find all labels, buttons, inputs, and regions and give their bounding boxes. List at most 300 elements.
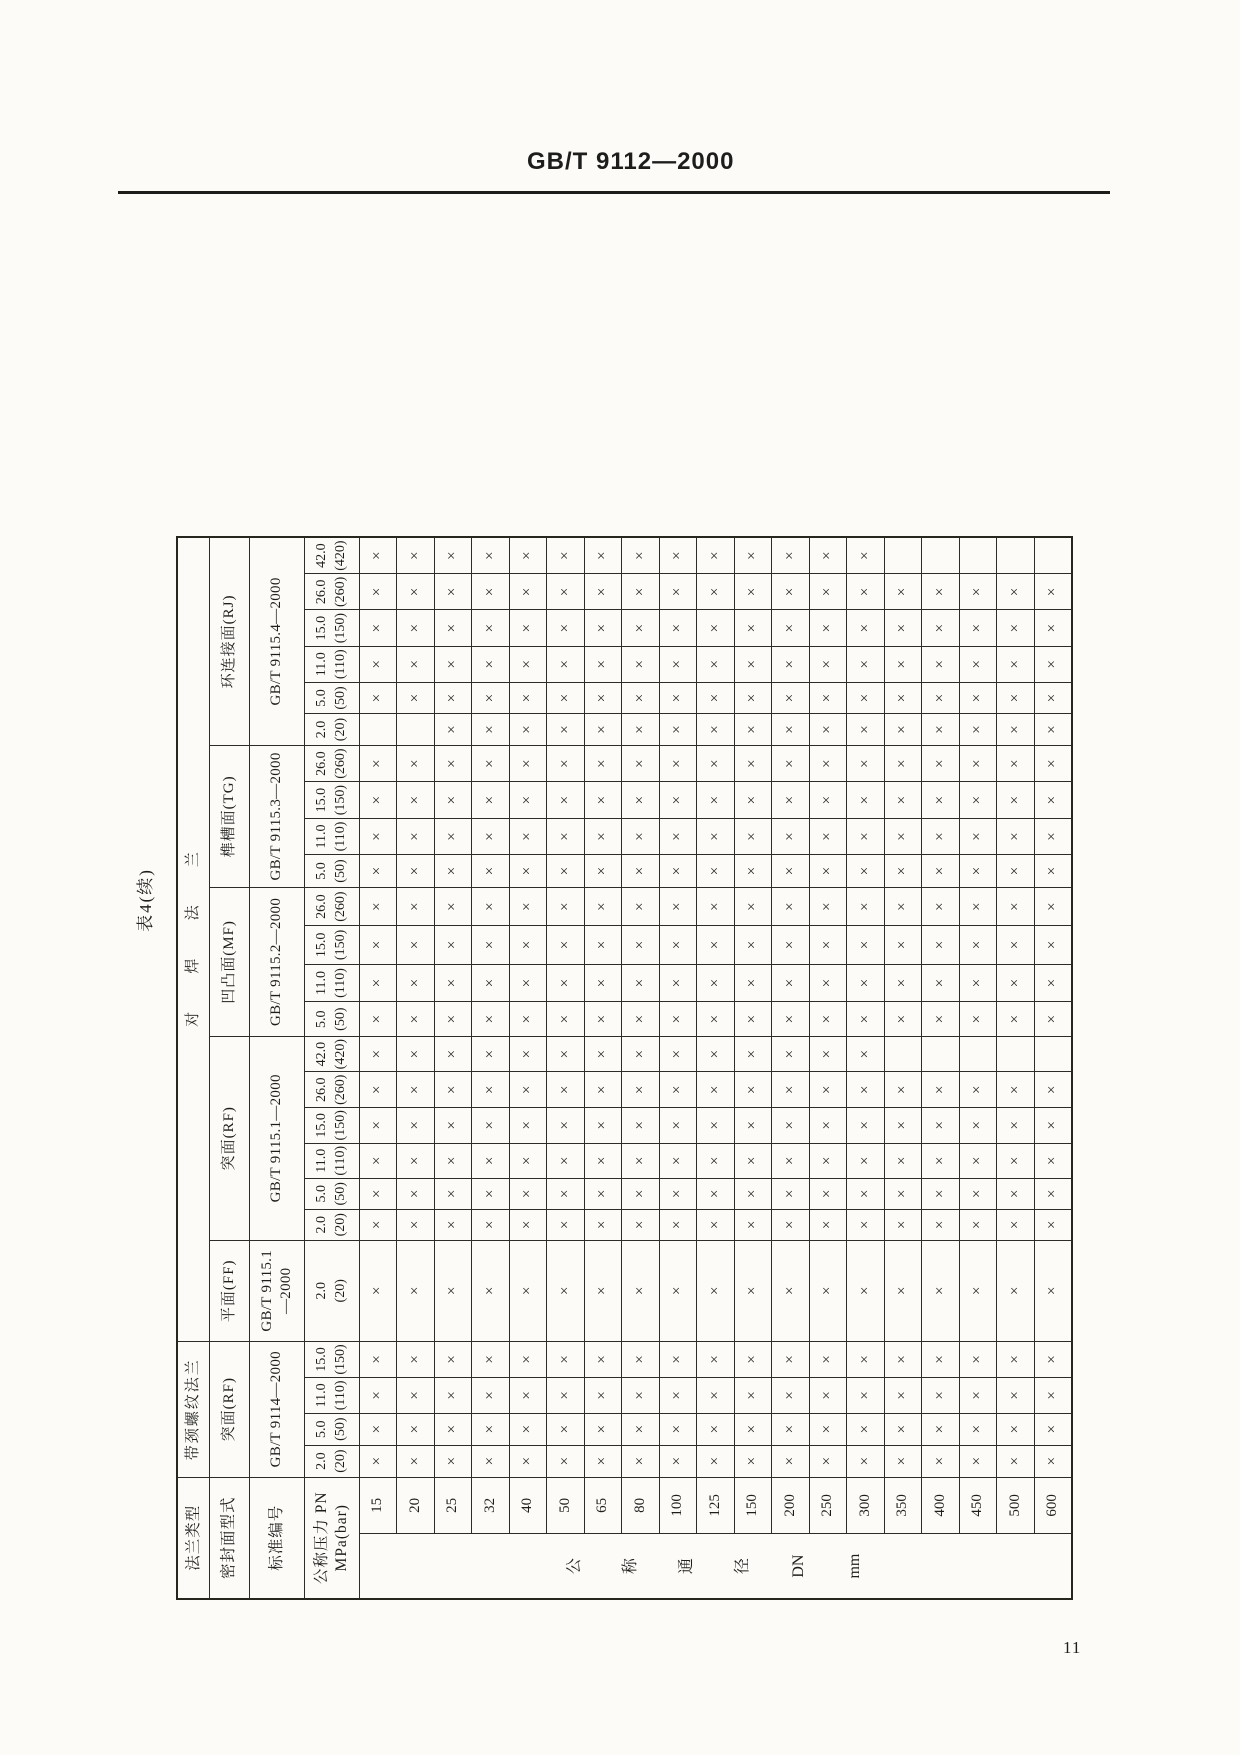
- mark-cell: ×: [997, 855, 1035, 888]
- mark-cell: ×: [697, 537, 735, 574]
- table-row: [959, 537, 997, 1599]
- table-row: [209, 537, 249, 1599]
- mark-cell: ×: [659, 1036, 697, 1072]
- mark-cell: ×: [509, 1240, 547, 1341]
- mark-cell: ×: [434, 1072, 472, 1108]
- flange-type-cell: 对 焊 法 兰: [177, 537, 209, 1341]
- mark-cell: ×: [1034, 1072, 1072, 1108]
- mark-cell: ×: [547, 1445, 585, 1477]
- mark-cell: ×: [397, 1341, 435, 1377]
- mark-cell: ×: [584, 610, 622, 646]
- mark-cell: ×: [847, 1178, 885, 1209]
- pressure-cell: [304, 745, 359, 782]
- mark-cell: ×: [1034, 855, 1072, 888]
- mark-cell: ×: [359, 1072, 397, 1108]
- mark-cell: ×: [734, 1108, 772, 1144]
- mark-cell: ×: [809, 1209, 847, 1240]
- mark-cell: ×: [622, 926, 660, 964]
- dn-value-cell: 400: [922, 1477, 960, 1534]
- pressure-cell: [304, 1072, 359, 1108]
- mark-cell: ×: [997, 1108, 1035, 1144]
- mark-cell: ×: [772, 574, 810, 610]
- mark-cell: ×: [397, 818, 435, 854]
- mark-cell: ×: [547, 610, 585, 646]
- mark-cell: ×: [847, 1036, 885, 1072]
- text-line: (150): [332, 1110, 348, 1141]
- text-line: 26.0: [314, 579, 330, 605]
- mark-cell: ×: [659, 926, 697, 964]
- mark-cell: ×: [434, 964, 472, 1002]
- mark-cell: ×: [547, 1108, 585, 1144]
- mark-cell: ×: [997, 714, 1035, 746]
- mark-cell: ×: [397, 1413, 435, 1445]
- mark-cell: ×: [584, 1445, 622, 1477]
- mark-cell: ×: [472, 1413, 510, 1445]
- mark-cell: ×: [697, 1209, 735, 1240]
- sealing-face-cell: 榫槽面(TG): [209, 745, 249, 887]
- mark-cell: ×: [397, 1072, 435, 1108]
- mark-cell: ×: [847, 1209, 885, 1240]
- mark-cell: ×: [434, 782, 472, 819]
- mark-cell: ×: [659, 610, 697, 646]
- dn-column-label: [565, 1534, 865, 1598]
- mark-cell: ×: [622, 745, 660, 782]
- mark-cell: ×: [397, 1002, 435, 1036]
- pressure-cell: [304, 888, 359, 926]
- dn-label-char: 称: [622, 1558, 639, 1575]
- pressure-cell: [304, 782, 359, 819]
- mark-cell: ×: [359, 1036, 397, 1072]
- mark-cell: ×: [809, 1036, 847, 1072]
- table-row: [249, 537, 304, 1599]
- mark-cell: ×: [734, 1072, 772, 1108]
- mark-cell: ×: [734, 745, 772, 782]
- mark-cell: ×: [884, 1108, 922, 1144]
- mark-cell: ×: [809, 1143, 847, 1178]
- mark-cell: ×: [959, 714, 997, 746]
- mark-cell: ×: [772, 714, 810, 746]
- mark-cell: ×: [547, 574, 585, 610]
- mark-cell: ×: [1034, 1108, 1072, 1144]
- mark-cell: ×: [734, 1377, 772, 1413]
- mark-cell: ×: [434, 574, 472, 610]
- mark-cell: ×: [809, 1445, 847, 1477]
- mark-cell: ×: [509, 1413, 547, 1445]
- text-line: (110): [332, 1145, 348, 1176]
- mark-cell: ×: [922, 818, 960, 854]
- mark-cell: ×: [922, 1143, 960, 1178]
- mark-cell: ×: [584, 1108, 622, 1144]
- mark-cell: ×: [472, 1108, 510, 1144]
- mark-cell: ×: [472, 855, 510, 888]
- text-line: (110): [332, 821, 348, 852]
- mark-cell: ×: [659, 1209, 697, 1240]
- mark-cell: ×: [847, 818, 885, 854]
- mark-cell: ×: [922, 610, 960, 646]
- text-line: (150): [332, 784, 348, 816]
- mark-cell: ×: [847, 1240, 885, 1341]
- mark-cell: ×: [584, 1036, 622, 1072]
- mark-cell: ×: [472, 782, 510, 819]
- mark-cell: ×: [959, 610, 997, 646]
- mark-cell: ×: [697, 1036, 735, 1072]
- mark-cell: ×: [772, 646, 810, 682]
- mark-cell: ×: [959, 574, 997, 610]
- dn-value-cell: 65: [584, 1477, 622, 1534]
- mark-cell: ×: [472, 1143, 510, 1178]
- mark-cell: ×: [734, 964, 772, 1002]
- mark-cell: ×: [509, 1209, 547, 1240]
- mark-cell: ×: [584, 1240, 622, 1341]
- mark-cell: ×: [659, 888, 697, 926]
- mark-cell: ×: [547, 682, 585, 714]
- mark-cell: ×: [847, 926, 885, 964]
- text-line: (260): [332, 748, 348, 779]
- mark-cell: ×: [922, 964, 960, 1002]
- text-line: 15.0: [314, 787, 330, 813]
- row-header-sealing-face: [209, 1477, 249, 1599]
- mark-cell: ×: [434, 855, 472, 888]
- text-line: 5.0: [314, 1420, 330, 1438]
- dn-value-cell: 50: [547, 1477, 585, 1534]
- mark-cell: ×: [772, 1036, 810, 1072]
- mark-cell: ×: [1034, 964, 1072, 1002]
- text-line: 26.0: [314, 1077, 330, 1102]
- mark-cell: ×: [959, 1209, 997, 1240]
- mark-cell: ×: [584, 1341, 622, 1377]
- table-row: [304, 537, 359, 1599]
- mark-cell: ×: [734, 1178, 772, 1209]
- table-row: [177, 537, 209, 1599]
- mark-cell: ×: [734, 926, 772, 964]
- mark-cell: ×: [997, 610, 1035, 646]
- dn-value-cell: 32: [472, 1477, 510, 1534]
- mark-cell: ×: [397, 964, 435, 1002]
- mark-cell: ×: [509, 537, 547, 574]
- mark-cell: ×: [809, 682, 847, 714]
- mark-cell: ×: [547, 964, 585, 1002]
- standard-number-cell: [249, 745, 304, 887]
- mark-cell: ×: [622, 574, 660, 610]
- mark-cell: ×: [397, 1143, 435, 1178]
- mark-cell: ×: [622, 1377, 660, 1413]
- mark-cell: ×: [922, 1341, 960, 1377]
- rotated-table-container: [176, 536, 1073, 1600]
- mark-cell: ×: [959, 682, 997, 714]
- mark-cell: ×: [847, 888, 885, 926]
- mark-cell: ×: [884, 610, 922, 646]
- mark-cell: ×: [547, 1240, 585, 1341]
- pressure-cell: [304, 646, 359, 682]
- mark-cell: ×: [472, 1002, 510, 1036]
- mark-cell: ×: [809, 745, 847, 782]
- mark-cell: ×: [509, 646, 547, 682]
- mark-cell: ×: [772, 682, 810, 714]
- mark-cell: ×: [809, 1072, 847, 1108]
- sealing-face-cell: 环连接面(RJ): [209, 537, 249, 745]
- mark-cell: ×: [772, 1178, 810, 1209]
- mark-cell: ×: [997, 1002, 1035, 1036]
- mark-cell: ×: [997, 1240, 1035, 1341]
- mark-cell: ×: [1034, 818, 1072, 854]
- mark-cell: ×: [772, 537, 810, 574]
- mark-cell: ×: [922, 646, 960, 682]
- table-row: [659, 537, 697, 1599]
- mark-cell: ×: [359, 782, 397, 819]
- empty-cell: [1034, 1036, 1072, 1072]
- text-line: 5.0: [314, 689, 330, 707]
- mark-cell: ×: [659, 1002, 697, 1036]
- mark-cell: ×: [959, 745, 997, 782]
- text-line: —2000: [277, 1267, 294, 1315]
- text-line: (50): [332, 1007, 348, 1031]
- mark-cell: ×: [1034, 1377, 1072, 1413]
- mark-cell: ×: [659, 1108, 697, 1144]
- mark-cell: ×: [622, 714, 660, 746]
- mark-cell: ×: [472, 1445, 510, 1477]
- mark-cell: ×: [584, 818, 622, 854]
- table-row: [1034, 537, 1072, 1599]
- mark-cell: ×: [472, 818, 510, 854]
- mark-cell: ×: [622, 1445, 660, 1477]
- mark-cell: ×: [359, 926, 397, 964]
- mark-cell: ×: [434, 1178, 472, 1209]
- mark-cell: ×: [922, 1209, 960, 1240]
- mark-cell: ×: [659, 646, 697, 682]
- mark-cell: ×: [359, 855, 397, 888]
- pressure-cell: [304, 1377, 359, 1413]
- mark-cell: ×: [959, 646, 997, 682]
- mark-cell: ×: [697, 646, 735, 682]
- mark-cell: ×: [697, 964, 735, 1002]
- dn-value-cell: 40: [509, 1477, 547, 1534]
- text-line: 2.0: [314, 1452, 330, 1470]
- mark-cell: ×: [809, 926, 847, 964]
- mark-cell: ×: [772, 1377, 810, 1413]
- pressure-cell: [304, 1240, 359, 1341]
- dn-value-cell: 600: [1034, 1477, 1072, 1534]
- mark-cell: ×: [959, 1377, 997, 1413]
- mark-cell: ×: [547, 646, 585, 682]
- mark-cell: ×: [884, 782, 922, 819]
- dn-value-cell: 15: [359, 1477, 397, 1534]
- mark-cell: ×: [659, 745, 697, 782]
- mark-cell: ×: [1034, 1209, 1072, 1240]
- table4-continued: [176, 536, 1073, 1600]
- mark-cell: ×: [809, 1002, 847, 1036]
- mark-cell: ×: [997, 818, 1035, 854]
- mark-cell: ×: [734, 1445, 772, 1477]
- mark-cell: ×: [434, 1341, 472, 1377]
- mark-cell: ×: [734, 646, 772, 682]
- mark-cell: ×: [847, 855, 885, 888]
- mark-cell: ×: [397, 1445, 435, 1477]
- mark-cell: ×: [734, 574, 772, 610]
- mark-cell: ×: [472, 888, 510, 926]
- mark-cell: ×: [847, 714, 885, 746]
- mark-cell: ×: [434, 646, 472, 682]
- dn-column-label-cell: [359, 1534, 1072, 1599]
- mark-cell: ×: [922, 1072, 960, 1108]
- mark-cell: ×: [622, 1072, 660, 1108]
- mark-cell: ×: [434, 1377, 472, 1413]
- mark-cell: ×: [472, 537, 510, 574]
- mark-cell: ×: [847, 1445, 885, 1477]
- mark-cell: ×: [472, 964, 510, 1002]
- mark-cell: ×: [809, 610, 847, 646]
- mark-cell: ×: [959, 782, 997, 819]
- mark-cell: ×: [359, 1341, 397, 1377]
- mark-cell: ×: [772, 610, 810, 646]
- mark-cell: ×: [809, 714, 847, 746]
- mark-cell: ×: [997, 1178, 1035, 1209]
- pressure-cell: [304, 926, 359, 964]
- mark-cell: ×: [359, 1108, 397, 1144]
- empty-cell: [922, 1036, 960, 1072]
- mark-cell: ×: [584, 1209, 622, 1240]
- mark-cell: ×: [434, 1445, 472, 1477]
- text-line: GB/T 9115.2—2000: [268, 897, 285, 1026]
- mark-cell: ×: [734, 782, 772, 819]
- mark-cell: ×: [772, 1240, 810, 1341]
- mark-cell: ×: [359, 888, 397, 926]
- mark-cell: ×: [997, 745, 1035, 782]
- text-line: (420): [332, 540, 348, 571]
- mark-cell: ×: [809, 1341, 847, 1377]
- mark-cell: ×: [884, 1240, 922, 1341]
- mark-cell: ×: [922, 1002, 960, 1036]
- dn-label-char: 径: [734, 1558, 751, 1575]
- mark-cell: ×: [584, 964, 622, 1002]
- mark-cell: ×: [584, 574, 622, 610]
- text-line: (20): [332, 1449, 348, 1473]
- mark-cell: ×: [959, 818, 997, 854]
- pressure-cell: [304, 855, 359, 888]
- text-line: 2.0: [314, 1215, 330, 1234]
- mark-cell: ×: [547, 537, 585, 574]
- mark-cell: ×: [772, 964, 810, 1002]
- mark-cell: ×: [547, 855, 585, 888]
- mark-cell: ×: [809, 782, 847, 819]
- empty-cell: [959, 537, 997, 574]
- mark-cell: ×: [922, 682, 960, 714]
- dn-label-char: mm: [846, 1553, 863, 1579]
- mark-cell: ×: [397, 888, 435, 926]
- mark-cell: ×: [434, 745, 472, 782]
- mark-cell: ×: [584, 888, 622, 926]
- mark-cell: ×: [509, 782, 547, 819]
- mark-cell: ×: [434, 1240, 472, 1341]
- mark-cell: ×: [434, 818, 472, 854]
- text-line: 11.0: [314, 652, 330, 677]
- mark-cell: ×: [1034, 1445, 1072, 1477]
- text-line: 标准编号: [267, 1504, 285, 1571]
- mark-cell: ×: [359, 610, 397, 646]
- mark-cell: ×: [809, 964, 847, 1002]
- mark-cell: ×: [584, 926, 622, 964]
- mark-cell: ×: [809, 537, 847, 574]
- dn-value-cell: 20: [397, 1477, 435, 1534]
- mark-cell: ×: [884, 1445, 922, 1477]
- mark-cell: ×: [997, 926, 1035, 964]
- mark-cell: ×: [997, 888, 1035, 926]
- mark-cell: ×: [772, 1445, 810, 1477]
- mark-cell: ×: [697, 745, 735, 782]
- mark-cell: ×: [584, 1143, 622, 1178]
- mark-cell: ×: [734, 855, 772, 888]
- mark-cell: ×: [622, 682, 660, 714]
- standard-number-cell: [249, 537, 304, 745]
- mark-cell: ×: [1034, 646, 1072, 682]
- mark-cell: ×: [659, 574, 697, 610]
- dn-label-char: 公: [566, 1558, 583, 1575]
- mark-cell: ×: [547, 1413, 585, 1445]
- mark-cell: ×: [809, 1178, 847, 1209]
- mark-cell: ×: [659, 1445, 697, 1477]
- standard-number-cell: [249, 888, 304, 1037]
- mark-cell: ×: [922, 1178, 960, 1209]
- mark-cell: ×: [809, 1413, 847, 1445]
- text-line: (110): [332, 649, 348, 680]
- text-line: 15.0: [314, 1347, 330, 1372]
- mark-cell: ×: [847, 537, 885, 574]
- mark-cell: ×: [697, 888, 735, 926]
- mark-cell: ×: [959, 964, 997, 1002]
- mark-cell: ×: [884, 964, 922, 1002]
- mark-cell: ×: [809, 1240, 847, 1341]
- mark-cell: ×: [734, 1002, 772, 1036]
- mark-cell: ×: [922, 714, 960, 746]
- text-line: 5.0: [314, 1010, 330, 1028]
- mark-cell: ×: [397, 1377, 435, 1413]
- mark-cell: ×: [622, 610, 660, 646]
- mark-cell: ×: [809, 1108, 847, 1144]
- mark-cell: ×: [734, 610, 772, 646]
- text-line: (50): [332, 859, 348, 883]
- mark-cell: ×: [772, 1209, 810, 1240]
- mark-cell: ×: [584, 1072, 622, 1108]
- mark-cell: ×: [809, 888, 847, 926]
- table-row: [359, 537, 397, 1599]
- mark-cell: ×: [847, 1002, 885, 1036]
- mark-cell: ×: [809, 574, 847, 610]
- mark-cell: ×: [472, 1209, 510, 1240]
- mark-cell: ×: [922, 782, 960, 819]
- flange-type-cell: 带颈螺纹法兰: [177, 1341, 209, 1477]
- mark-cell: ×: [697, 1072, 735, 1108]
- text-line: (260): [332, 576, 348, 608]
- mark-cell: ×: [884, 574, 922, 610]
- mark-cell: ×: [359, 1240, 397, 1341]
- mark-cell: ×: [1034, 1143, 1072, 1178]
- text-line: 5.0: [314, 862, 330, 880]
- mark-cell: ×: [997, 1209, 1035, 1240]
- mark-cell: ×: [997, 574, 1035, 610]
- mark-cell: ×: [622, 1036, 660, 1072]
- text-line: 26.0: [314, 751, 330, 776]
- page-number: 11: [1063, 1638, 1082, 1657]
- mark-cell: ×: [997, 646, 1035, 682]
- mark-cell: ×: [1034, 1002, 1072, 1036]
- mark-cell: ×: [397, 646, 435, 682]
- mark-cell: ×: [584, 682, 622, 714]
- table-row: [997, 537, 1035, 1599]
- mark-cell: ×: [472, 682, 510, 714]
- mark-cell: ×: [697, 1002, 735, 1036]
- mark-cell: ×: [772, 1072, 810, 1108]
- pressure-cell: [304, 1445, 359, 1477]
- mark-cell: ×: [1034, 888, 1072, 926]
